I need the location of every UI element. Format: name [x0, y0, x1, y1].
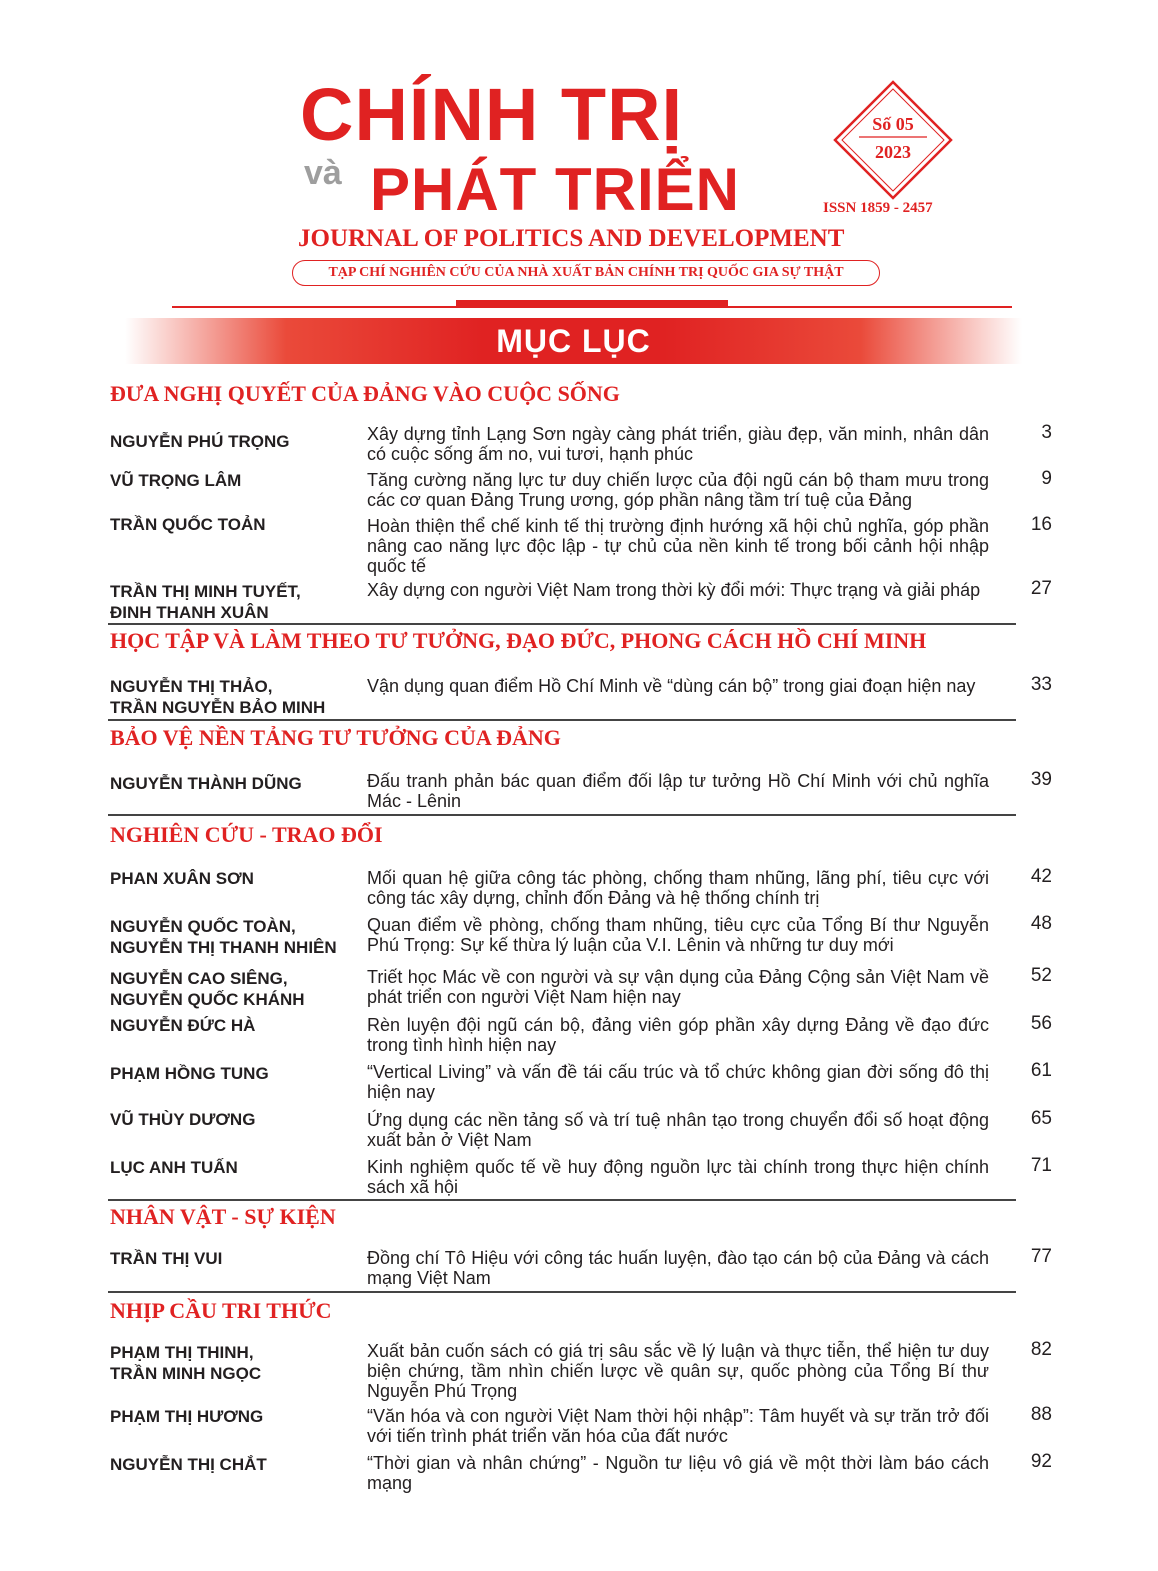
issue-year: 2023	[875, 142, 911, 162]
entry-page-number: 71	[1030, 1155, 1052, 1176]
journal-subtitle: TẠP CHÍ NGHIÊN CỨU CỦA NHÀ XUẤT BẢN CHÍNH TRỊ QUỐC GIA SỰ THẬT	[292, 260, 880, 286]
entry-page-number: 48	[1030, 913, 1052, 934]
section-heading: ĐƯA NGHỊ QUYẾT CỦA ĐẢNG VÀO CUỘC SỐNG	[110, 381, 620, 406]
section-divider	[108, 814, 1016, 816]
entry-author: NGUYỄN THỊ THẢO, TRẦN NGUYỄN BẢO MINH	[110, 677, 326, 717]
section-heading: NHỊP CẦU TRI THỨC	[110, 1298, 332, 1323]
entry-author: NGUYỄN ĐỨC HÀ	[110, 1016, 256, 1035]
entry-title: Hoàn thiện thể chế kinh tế thị trường định hướng xã hội chủ nghĩa, góp phần nâng cao năng lực độc lập - tự chủ của nền kinh tế trong bối cảnh hội nhập quốc tế	[367, 516, 989, 576]
section-divider	[108, 1291, 1016, 1293]
entry-author: LỤC ANH TUẤN	[110, 1158, 238, 1177]
journal-title-and: và	[304, 154, 342, 192]
entry-page-number: 3	[1041, 422, 1052, 443]
entry-author: PHAN XUÂN SƠN	[110, 869, 254, 888]
entry-author: PHẠM HỒNG TUNG	[110, 1064, 269, 1083]
entry-page-number: 65	[1030, 1108, 1052, 1129]
entry-author: NGUYỄN THÀNH DŨNG	[110, 774, 302, 793]
entry-title: Ứng dụng các nền tảng số và trí tuệ nhân tạo trong chuyển đổi số hoạt động xuất bản ở Việt Nam	[367, 1110, 989, 1150]
toc-banner	[125, 318, 1022, 364]
section-heading: BẢO VỆ NỀN TẢNG TƯ TƯỞNG CỦA ĐẢNG	[110, 725, 561, 750]
entry-author: VŨ THÙY DƯƠNG	[110, 1110, 256, 1129]
entry-author: PHẠM THỊ HƯƠNG	[110, 1407, 264, 1426]
entry-title: Vận dụng quan điểm Hồ Chí Minh về “dùng cán bộ” trong giai đoạn hiện nay	[367, 676, 976, 696]
entry-author: NGUYỄN QUỐC TOÀN, NGUYỄN THỊ THANH NHIÊN	[110, 917, 337, 957]
journal-title-english: JOURNAL OF POLITICS AND DEVELOPMENT	[298, 225, 845, 252]
entry-author: TRẦN QUỐC TOẢN	[110, 515, 266, 534]
entry-author: PHẠM THỊ THINH, TRẦN MINH NGỌC	[110, 1343, 262, 1383]
entry-title: Tăng cường năng lực tư duy chiến lược của đội ngũ cán bộ tham mưu trong các cơ quan Đảng Trung ương, góp phần nâng tầm trí tuệ của Đảng	[367, 470, 989, 510]
entry-page-number: 9	[1041, 468, 1052, 489]
entry-page-number: 61	[1030, 1060, 1052, 1081]
entry-title: Đấu tranh phản bác quan điểm đối lập tư tưởng Hồ Chí Minh với chủ nghĩa Mác - Lênin	[367, 771, 989, 811]
section-heading: NHÂN VẬT - SỰ KIỆN	[110, 1204, 336, 1229]
issn: ISSN 1859 - 2457	[823, 200, 933, 216]
section-divider	[108, 719, 1016, 721]
issue-number: Số 05	[872, 114, 914, 134]
entry-title: Xây dựng con người Việt Nam trong thời kỳ đổi mới: Thực trạng và giải pháp	[367, 580, 981, 600]
entry-author: TRẦN THỊ MINH TUYẾT, ĐINH THANH XUÂN	[110, 582, 301, 622]
entry-author: TRẦN THỊ VUI	[110, 1249, 223, 1268]
entry-author: NGUYỄN CAO SIÊNG, NGUYỄN QUỐC KHÁNH	[110, 969, 305, 1009]
entry-page-number: 42	[1030, 866, 1052, 887]
entry-page-number: 88	[1030, 1404, 1052, 1425]
toc-title: MỤC LỤC	[496, 322, 651, 359]
entry-title: Đồng chí Tô Hiệu với công tác huấn luyện, đào tạo cán bộ của Đảng và cách mạng Việt Nam	[367, 1248, 989, 1288]
journal-title-line2: PHÁT TRIỂN	[370, 156, 740, 223]
journal-title-line1: CHÍNH TRỊ	[300, 73, 684, 156]
entry-page-number: 33	[1030, 674, 1052, 695]
entry-title: Xây dựng tỉnh Lạng Sơn ngày càng phát triển, giàu đẹp, văn minh, nhân dân có cuộc sống ấm no, vui tươi, hạnh phúc	[367, 424, 989, 464]
entry-author: NGUYỄN PHÚ TRỌNG	[110, 432, 290, 451]
entry-title: Xuất bản cuốn sách có giá trị sâu sắc về lý luận và thực tiễn, thể hiện tư duy biện chứng, tầm nhìn chiến lược về quân sự, quốc phòng của Tổng Bí thư Nguyễn Phú Trọng	[367, 1341, 989, 1401]
entry-title: “Vertical Living” và vấn đề tái cấu trúc và tổ chức không gian đời sống đô thị hiện nay	[367, 1062, 989, 1102]
entry-page-number: 77	[1030, 1246, 1052, 1267]
issue-badge	[833, 80, 953, 200]
entry-page-number: 39	[1030, 769, 1052, 790]
entry-author: NGUYỄN THỊ CHẮT	[110, 1455, 267, 1474]
entry-title: Rèn luyện đội ngũ cán bộ, đảng viên góp phần xây dựng Đảng về đạo đức trong tình hình hiện nay	[367, 1015, 989, 1055]
entry-title: Kinh nghiệm quốc tế về huy động nguồn lực tài chính trong thực hiện chính sách xã hội	[367, 1157, 989, 1197]
entry-author: VŨ TRỌNG LÂM	[110, 471, 242, 490]
entry-page-number: 56	[1030, 1013, 1052, 1034]
entry-page-number: 82	[1030, 1339, 1052, 1360]
entry-title: Quan điểm về phòng, chống tham nhũng, tiêu cực của Tổng Bí thư Nguyễn Phú Trọng: Sự kế thừa lý luận của V.I. Lênin và những tư duy mới	[367, 915, 989, 955]
section-divider	[108, 1199, 1016, 1201]
entry-title: Triết học Mác về con người và sự vận dụng của Đảng Cộng sản Việt Nam về phát triển con người Việt Nam hiện nay	[367, 967, 989, 1007]
entry-page-number: 16	[1030, 514, 1052, 535]
entry-page-number: 27	[1030, 578, 1052, 599]
entry-page-number: 52	[1030, 965, 1052, 986]
section-heading: NGHIÊN CỨU - TRAO ĐỔI	[110, 822, 383, 847]
entry-page-number: 92	[1030, 1451, 1052, 1472]
entry-title: Mối quan hệ giữa công tác phòng, chống tham nhũng, lãng phí, tiêu cực với công tác xây dựng, chỉnh đốn Đảng và hệ thống chính trị	[367, 868, 989, 908]
section-heading: HỌC TẬP VÀ LÀM THEO TƯ TƯỞNG, ĐẠO ĐỨC, PHONG CÁCH HỒ CHÍ MINH	[110, 628, 927, 653]
entry-title: “Thời gian và nhân chứng” - Nguồn tư liệu vô giá về một thời làm báo cách mạng	[367, 1453, 989, 1493]
section-divider	[108, 623, 1016, 625]
banner-tab	[456, 300, 728, 308]
entry-title: “Văn hóa và con người Việt Nam thời hội nhập”: Tâm huyết và sự trăn trở đối với tiến trình phát triển văn hóa của đất nước	[367, 1406, 989, 1446]
